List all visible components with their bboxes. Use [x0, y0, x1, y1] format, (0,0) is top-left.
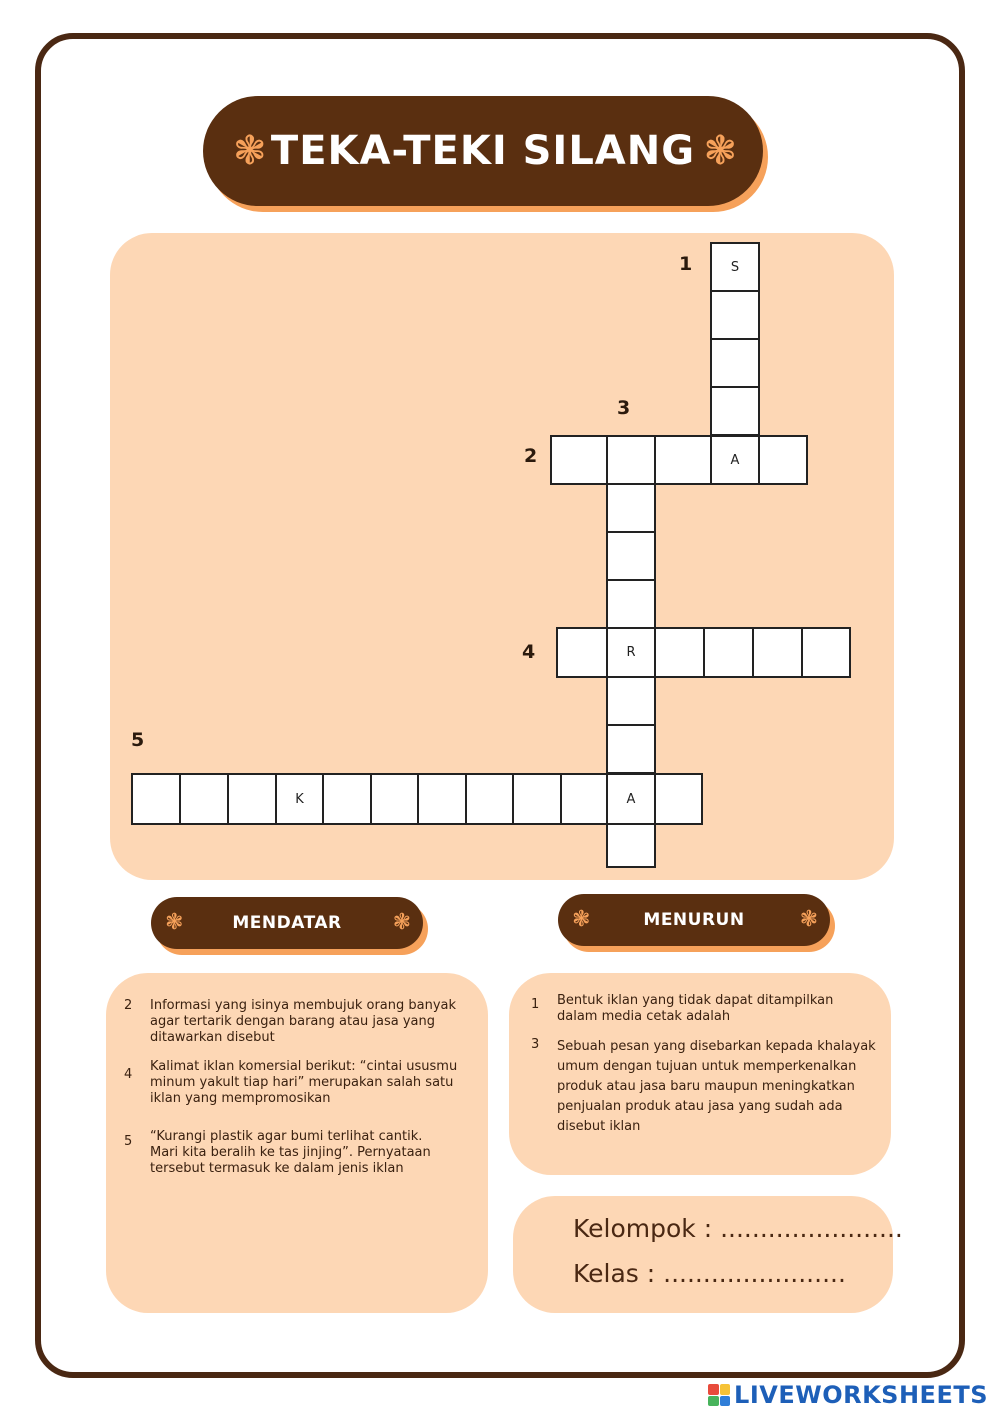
given-letter: A: [730, 452, 740, 468]
given-letter: S: [730, 259, 740, 275]
crossword-cell[interactable]: [417, 773, 467, 825]
clue-number-3: 3: [617, 397, 631, 419]
crossword-cell[interactable]: [606, 627, 656, 678]
crossword-cell[interactable]: [370, 773, 419, 825]
flower-icon: ❃: [572, 907, 591, 932]
crossword-cell[interactable]: [703, 627, 754, 678]
clue-number: 2: [124, 998, 133, 1013]
clue-number-2: 2: [524, 445, 538, 467]
clue-number-4: 4: [522, 641, 536, 663]
crossword-cell[interactable]: [752, 627, 803, 678]
crossword-cell[interactable]: [654, 435, 712, 485]
crossword-cell[interactable]: [710, 435, 760, 485]
group-info-panel: [513, 1196, 903, 1313]
clue-number-1: 1: [679, 253, 693, 275]
crossword-cell[interactable]: [179, 773, 229, 825]
crossword-cell[interactable]: [801, 627, 851, 678]
crossword-cell[interactable]: [512, 773, 562, 825]
crossword-cell[interactable]: [131, 773, 181, 825]
clue-text: Bentuk iklan yang tidak dapat ditampilkan dalam media cetak adalah: [557, 993, 834, 1024]
crossword-cell[interactable]: [654, 627, 705, 678]
crossword-cell[interactable]: [465, 773, 514, 825]
flower-icon: ❃: [392, 910, 411, 935]
clue-text: “Kurangi plastik agar bumi terlihat cantik. Mari kita beralih ke tas jinjing”. Pernyataan tersebut termasuk ke dalam jenis iklan: [150, 1129, 431, 1176]
given-letter: K: [295, 791, 304, 807]
given-letter: R: [626, 645, 636, 660]
crossword-cell[interactable]: [556, 627, 608, 678]
crossword-cell[interactable]: [606, 579, 656, 629]
crossword-cell[interactable]: [606, 822, 656, 868]
flower-icon: ❃: [165, 910, 184, 935]
kelas-field[interactable]: Kelas : .......................: [573, 1259, 846, 1288]
kelompok-field[interactable]: Kelompok : .......................: [573, 1214, 903, 1243]
menurun-header: [558, 894, 830, 946]
clue-text: Sebuah pesan yang disebarkan kepada khalayak umum dengan tujuan untuk memperkenalkan produk atau jasa baru maupun meningkatkan penjualan produk atau jasa yang sudah ada disebut iklan: [557, 1039, 876, 1134]
flower-icon: ❃: [799, 907, 818, 932]
given-letter: A: [626, 791, 636, 807]
clue-text: Informasi yang isinya membujuk orang banyak agar tertarik dengan barang atau jasa yang ditawarkan disebut: [150, 998, 457, 1045]
mendatar-label: MENDATAR: [232, 913, 342, 933]
liveworksheets-logo: [708, 1381, 988, 1409]
crossword-cell[interactable]: [606, 773, 656, 825]
crossword-cell[interactable]: [606, 724, 656, 774]
crossword-cell[interactable]: [710, 242, 760, 292]
flower-icon: ❃: [233, 128, 267, 174]
clue-number: 5: [124, 1134, 133, 1149]
menurun-clues: [509, 973, 891, 1175]
flower-icon: ❃: [703, 128, 737, 174]
clue-text: Kalimat iklan komersial berikut: “cintai ususmu minum yakult tiap hari” merupakan salah satu iklan yang mempromosikan: [150, 1059, 458, 1106]
crossword-cell[interactable]: [560, 773, 608, 825]
crossword-cell[interactable]: [758, 435, 808, 485]
crossword-cell[interactable]: [654, 773, 703, 825]
menurun-label: MENURUN: [643, 910, 745, 930]
crossword-cell[interactable]: [606, 435, 656, 485]
crossword-cell[interactable]: [275, 773, 324, 825]
crossword-cell[interactable]: [606, 676, 656, 726]
clue-number: 1: [531, 997, 540, 1012]
crossword-cell[interactable]: [606, 483, 656, 533]
mendatar-header: [151, 897, 423, 949]
title-banner: [203, 96, 763, 206]
crossword-cell[interactable]: [710, 386, 760, 436]
liveworksheets-icon: [708, 1384, 730, 1406]
crossword-cell[interactable]: [322, 773, 372, 825]
clue-number-5: 5: [131, 729, 145, 751]
crossword-cell[interactable]: [227, 773, 277, 825]
brand-text: LIVEWORKSHEETS: [734, 1381, 988, 1409]
mendatar-clues: [106, 973, 488, 1313]
clue-number: 4: [124, 1067, 133, 1082]
crossword-cell[interactable]: [710, 290, 760, 340]
clue-number: 3: [531, 1037, 540, 1052]
crossword-cell[interactable]: [710, 338, 760, 388]
crossword-cell[interactable]: [550, 435, 608, 485]
page-title: TEKA-TEKI SILANG: [270, 128, 696, 174]
crossword-cell[interactable]: [606, 531, 656, 581]
